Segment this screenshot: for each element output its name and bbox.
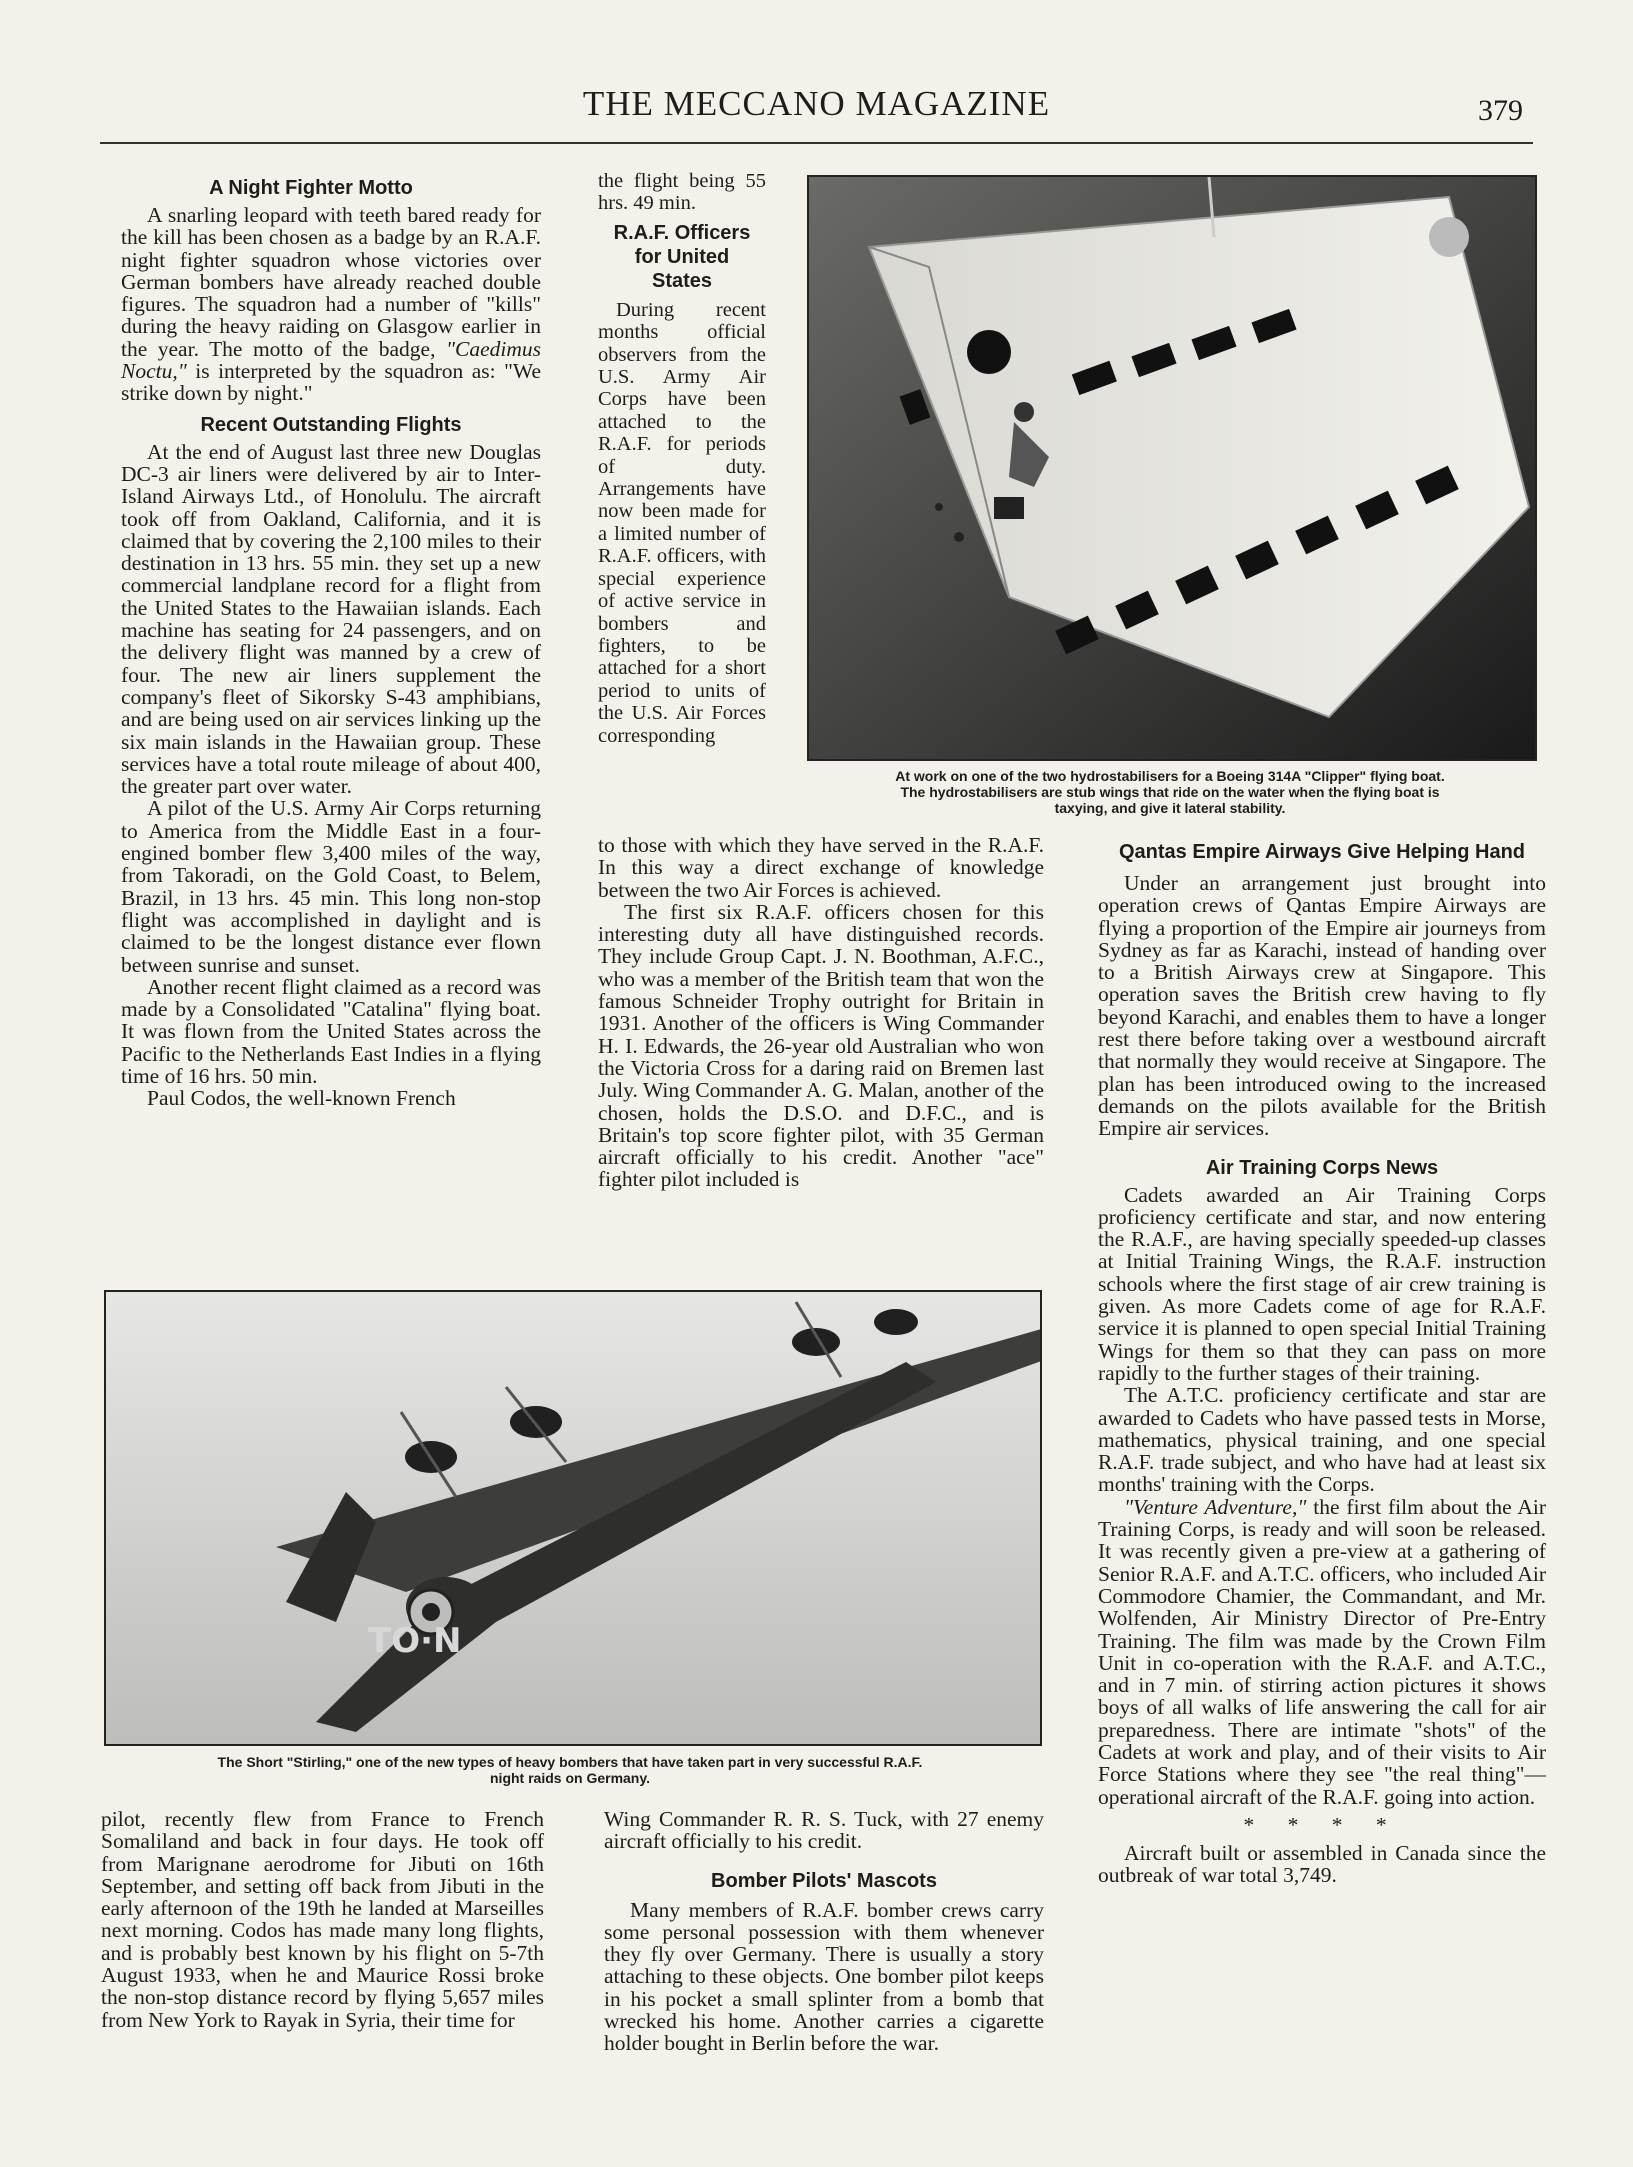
paragraph-tuck: Wing Commander R. R. S. Tuck, with 27 enemy aircraft officially to his credit. [604,1807,1044,1854]
heading-recent-flights: Recent Outstanding Flights [200,413,462,436]
column-1 [121,176,541,1110]
stirling-image [106,1292,1040,1744]
paragraph-flights-4: Paul Codos, the well-known French [147,1086,456,1111]
heading-qantas: Qantas Empire Airways Give Helping Hand [1118,841,1526,863]
paragraph-atc-3: "Venture Adventure," the first film about the Air Training Corps, is ready and will soon be released. It was recently given a pre-view at a gathering of Senior R.A.F. and A.T.C. officers, who included Air Commodore Chamier, the Commandant, and Mr. Wolfenden, Air Ministry Director of Pre-Entry Training. The film was made by the Crown Film Unit in co-operation with the R.A.F. and A.T.C., and in 7 min. of stirring action pictures it shows boys of all walks of life answering the call for air preparedness. There are intimate "shots" of the Cadets at work and play, and of their visits to Air Force Stations where they see "the real thing"—operational aircraft of the R.A.F. going into action. [1098,1494,1546,1809]
paragraph-raf-officers-cont: to those with which they have served in the R.A.F. In this way a direct exchange of knowledge between the two Air Forces is achieved. [598,833,1044,902]
paragraph-qantas: Under an arrangement just brought into operation crews of Qantas Empire Airways are flying a proportion of the Empire air journeys from Sydney as far as Karachi, instead of handing over to a British Airways crew at Singapore. This operation saves the British crew having to fly beyond Karachi, and enables them to have a longer rest there before taking over a westbound aircraft that normally they would receive at Singapore. The plan has been introduced owing to the increased demands on the pilots available for the British Empire air services. [1098,871,1546,1141]
paragraph-atc-1: Cadets awarded an Air Training Corps proficiency certificate and star, and now entering the R.A.F., are having specially speeded-up classes at Initial Training Wings, the R.A.F. instruction schools where the first stage of air crew training is given. As more Cadets come of age for R.A.F. service it is planned to open special Initial Training Wings for them so that they can pass on more rapidly to the further stages of their training. [1098,1182,1546,1385]
photo-stirling-bomber [104,1290,1042,1746]
paragraph-atc-2: The A.T.C. proficiency certificate and star are awarded to Cadets who have passed tests in Morse, mathematics, physical training, and one special R.A.F. trade subject, and who have had at least six months' training with the Corps. [1098,1383,1546,1497]
paragraph-canada-aircraft: Aircraft built or assembled in Canada since the outbreak of war total 3,749. [1098,1841,1546,1888]
paragraph-mascots: Many members of R.A.F. bomber crews carry some personal possession with them whenever they fly over Germany. There is usually a story attaching to these objects. One bomber pilot keeps in his pocket a small splinter from a bomb that wrecked his home. Another carries a cigarette holder bought in Berlin before the war. [604,1897,1044,2056]
column-2-bottom [604,1808,1044,2055]
paragraph-night-fighter: A snarling leopard with teeth bared ready for the kill has been chosen as a badge by an R.A.F. night fighter squadron whose victories over German bombers have already reached double figures. The squadron had a number of "kills" during the heavy raiding on Glasgow earlier in the year. The motto of the badge, "Caedimus Noctu," is interpreted by the squadron as: "We strike down by night." [121,203,541,406]
column-1-bottom [101,1808,544,2031]
heading-air-training-corps: Air Training Corps News [1205,1156,1439,1179]
caption-stirling: The Short "Stirling," one of the new types of heavy bombers that have taken part in very successful R.A.F. night raids on Germany. [217,1754,923,1786]
motto-text: "Caedimus Noctu," [121,336,541,384]
paragraph-flights-3: Another recent flight claimed as a record was made by a Consolidated "Catalina" flying boat. It was flown from the United States across the Pacific to the Netherlands East Indies in a flying time of 16 hrs. 50 min. [121,974,541,1088]
caption-hydrostabiliser: At work on one of the two hydrostabilisers for a Boeing 314A "Clipper" flying boat. The hydrostabilisers are stub wings that ride on the water when the flying boat is taxying, and give it lateral stability. [895,768,1445,816]
section-separator: * * * * [1243,1812,1401,1837]
photo-hydrostabiliser [807,175,1537,761]
column-2-wide [598,834,1044,1191]
paragraph-raf-officers-2: The first six R.A.F. officers chosen for this interesting duty all have distinguished records. They include Group Capt. J. N. Boothman, A.F.C., who was a member of the British team that won the famous Schneider Trophy outright for Britain in 1931. Another of the officers is Wing Commander H. I. Edwards, the 26-year old Australian who won the Victoria Cross for a daring raid on Bremen last July. Wing Commander A. G. Malan, another of the chosen, holds the D.S.O. and D.F.C., and is Britain's top score fighter pilot, with 35 German aircraft officially to his credit. Another "ace" fighter pilot included is [598,899,1044,1192]
fuselage-code: TO·N [368,1621,462,1661]
heading-bomber-mascots: Bomber Pilots' Mascots [711,1869,937,1892]
header-rule [100,142,1533,144]
paragraph-raf-officers: During recent months official observers from the U.S. Army Air Corps have been attached to the R.A.F. for periods of duty. Arrangements have now been made for a limited number of R.A.F. officers, with special experience of active service in bombers and fighters, to be attached for a short period to units of the U.S. Air Forces corresponding [598,298,766,747]
heading-raf-officers: R.A.F. Officers for United States [613,221,751,292]
paragraph-flight-time: the flight being 55 hrs. 49 min. [598,170,766,215]
column-3 [1098,840,1546,1887]
page-number: 379 [1478,94,1523,127]
heading-night-fighter: A Night Fighter Motto [209,177,413,199]
column-2-narrow [598,170,766,747]
paragraph-flights-2: A pilot of the U.S. Army Air Corps returning to America from the Middle East in a four-engined bomber flew 3,400 miles of the way, from Takoradi, on the Gold Coast, to Belem, Brazil, in 13 hrs. 45 min. This long non-stop flight was accomplished in daylight and is claimed to be the longest distance ever flown between sunrise and sunset. [121,796,541,977]
hydrostabiliser-image [809,177,1535,759]
paragraph-codos-cont: pilot, recently flew from France to French Somaliland and back in four days. He took off from Marignane aerodrome for Jibuti on 16th September, and setting off back from Jibuti in the early afternoon of the 19th he landed at Marseilles next morning. Codos has made many long flights, and is probably best known by his flight on 5-7th August 1933, when he and Maurice Rossi broke the non-stop distance record by flying 5,657 miles from New York to Rayak in Syria, their time for [101,1807,544,2032]
film-title: "Venture Adventure," [1124,1494,1307,1519]
magazine-title: THE MECCANO MAGAZINE [582,84,1051,123]
paragraph-flights-1: At the end of August last three new Douglas DC-3 air liners were delivered by air to Inter-Island Airways Ltd., of Honolulu. The aircraft took off from Oakland, California, and it is claimed that by covering the 2,100 miles to their destination in 13 hrs. 55 min. they set up a new commercial landplane record for a flight from the United States to the Hawaiian islands. Each machine has seating for 24 passengers, and on the delivery flight was manned by a crew of four. The new air liners supplement the company's fleet of Sikorsky S-43 amphibians, and are being used on air services linking up the six main islands in the Hawaiian group. These services have a total route mileage of about 400, the greater part over water. [121,439,541,799]
